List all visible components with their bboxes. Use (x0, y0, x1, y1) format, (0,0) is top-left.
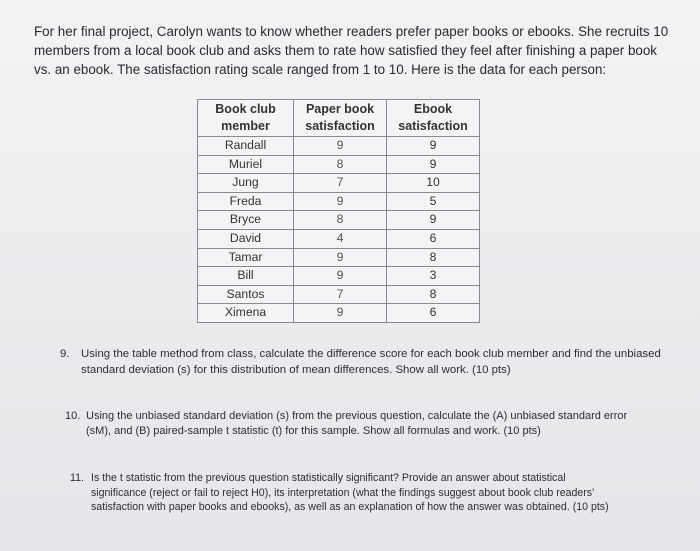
ebook-rating-cell: 9 (387, 137, 480, 156)
paper-rating-cell: 8 (294, 211, 387, 230)
question-11-text: Is the t statistic from the previous question statistically significant? Provide an answer about statistical significance (reject or fail to reject H0), its interpretation (what the findings suggest about book club readers' satisfaction with paper books and ebooks), as well as an explanation of how the answer was obtained. (10 pts) (91, 472, 609, 514)
ebook-rating-cell: 8 (387, 285, 480, 304)
question-10-text: Using the unbiased standard deviation (s) from the previous question, calculate the (A) unbiased standard error (sM), and (B) paired-sample t statistic (t) for this sample. Show all formulas and work. (10 pts) (86, 410, 628, 437)
member-name-cell: David (198, 229, 294, 248)
question-11-number: 11. (70, 472, 84, 484)
ebook-rating-cell: 5 (387, 192, 480, 211)
member-name-cell: Tamar (198, 248, 294, 267)
problem-intro: For her final project, Carolyn wants to know whether readers prefer paper books or ebooks. She recruits 10 members from a local book club and asks them to rate how satisfied they feel after finishing a paper book vs. an ebook. The satisfaction rating scale ranged from 1 to 10. Here is the data for each person: (34, 24, 669, 77)
paper-rating-cell: 7 (294, 174, 387, 193)
table-row (198, 211, 480, 230)
header-member-line1: Book club (215, 102, 276, 116)
question-9-number: 9. (60, 348, 70, 360)
table-row (198, 248, 480, 267)
member-name-cell: Bryce (198, 211, 294, 230)
ebook-rating-cell: 6 (387, 304, 480, 323)
paper-rating-cell: 9 (294, 304, 387, 323)
member-name-cell: Santos (198, 285, 294, 304)
table-row (198, 285, 480, 304)
table-row (198, 137, 480, 156)
header-ebook-line1: Ebook (413, 102, 453, 116)
question-10-number: 10. (65, 410, 81, 422)
question-9-text: Using the table method from class, calculate the difference score for each book club member and find the unbiased standard deviation (s) for this distribution of mean differences. Show all work. (10 pts) (81, 348, 661, 376)
ebook-rating-cell: 6 (387, 229, 480, 248)
header-paper (294, 100, 387, 137)
member-name-cell: Jung (198, 174, 294, 193)
header-member (198, 100, 294, 137)
header-ebook (387, 100, 480, 137)
table-row (198, 229, 480, 248)
satisfaction-table (197, 99, 480, 323)
table-row (198, 267, 480, 286)
ebook-rating-cell: 3 (387, 267, 480, 286)
table-row (198, 304, 480, 323)
paper-rating-cell: 8 (294, 155, 387, 174)
paper-rating-cell: 9 (294, 267, 387, 286)
header-ebook-line2: satisfaction (398, 119, 468, 133)
ebook-rating-cell: 10 (387, 174, 480, 193)
table-row (198, 155, 480, 174)
ebook-rating-cell: 9 (387, 155, 480, 174)
paper-rating-cell: 7 (294, 285, 387, 304)
ebook-rating-cell: 9 (387, 211, 480, 230)
member-name-cell: Freda (198, 192, 294, 211)
table-row (198, 192, 480, 211)
header-member-line2: member (221, 119, 270, 133)
member-name-cell: Ximena (198, 304, 294, 323)
table-header-row (198, 100, 480, 137)
member-name-cell: Muriel (198, 155, 294, 174)
paper-rating-cell: 9 (294, 192, 387, 211)
member-name-cell: Randall (198, 137, 294, 156)
header-paper-line1: Paper book (305, 102, 375, 116)
member-name-cell: Bill (198, 267, 294, 286)
paper-rating-cell: 9 (294, 248, 387, 267)
table-row (198, 174, 480, 193)
paper-rating-cell: 9 (294, 137, 387, 156)
paper-rating-cell: 4 (294, 229, 387, 248)
header-paper-line2: satisfaction (305, 119, 375, 133)
ebook-rating-cell: 8 (387, 248, 480, 267)
